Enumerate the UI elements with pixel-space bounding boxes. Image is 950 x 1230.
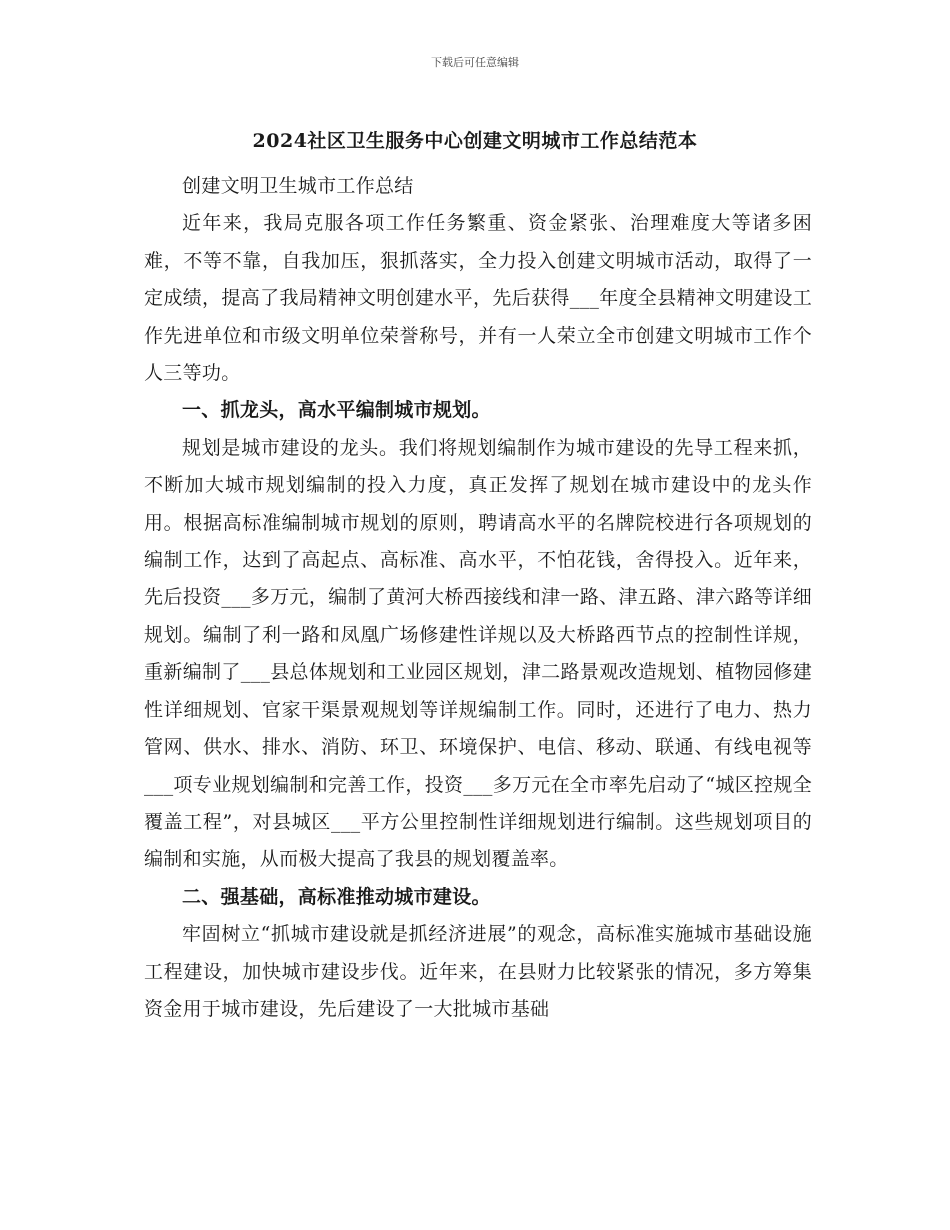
document-title: 2024社区卫生服务中心创建文明城市工作总结范本: [252, 130, 698, 152]
body-paragraph: 近年来，我局克服各项工作任务繁重、资金紧张、治理难度大等诸多困难，不等不靠，自我加压，狠抓落实，全力投入创建文明城市活动，取得了一定成绩，提高了我局精神文明创建水平，先后获得___年度全县精神文明建设工作先进单位和市级文明单位荣誉称号，并有一人荣立全市创建文明城市工作个人三等功。: [144, 212, 812, 385]
header-note: 下载后可任意编辑: [431, 56, 519, 69]
body-paragraph: 牢固树立“抓城市建设就是抓经济进展”的观念，高标准实施城市基础设施工程建设，加快城市建设步伐。近年来，在县财力比较紧张的情况，多方筹集资金用于城市建设，先后建设了一大批城市基础: [144, 923, 812, 1020]
subtitle-paragraph: 创建文明卫生城市工作总结: [182, 175, 414, 197]
document-body: [144, 168, 812, 1028]
section-heading: 一、抓龙头，高水平编制城市规划。: [182, 399, 491, 422]
section-heading: 二、强基础，高标准推动城市建设。: [182, 885, 491, 908]
body-paragraph: 规划是城市建设的龙头。我们将规划编制作为城市建设的先导工程来抓，不断加大城市规划编制的投入力度，真正发挥了规划在城市建设中的龙头作用。根据高标准编制城市规划的原则，聘请高水平的名牌院校进行各项规划的编制工作，达到了高起点、高标准、高水平，不怕花钱，舍得投入。近年来，先后投资___多万元，编制了黄河大桥西接线和津一路、津五路、津六路等详细规划。编制了利一路和凤凰广场修建性详规以及大桥路西节点的控制性详规，重新编制了___县总体规划和工业园区规划，津二路景观改造规划、植物园修建性详细规划、官家干渠景观规划等详规编制工作。同时，还进行了电力、热力管网、供水、排水、消防、环卫、环境保护、电信、移动、联通、有线电视等___项专业规划编制和完善工作，投资___多万元在全市率先启动了“城区控规全覆盖工程”，对县城区___平方公里控制性详细规划进行编制。这些规划项目的编制和实施，从而极大提高了我县的规划覆盖率。: [144, 436, 812, 871]
